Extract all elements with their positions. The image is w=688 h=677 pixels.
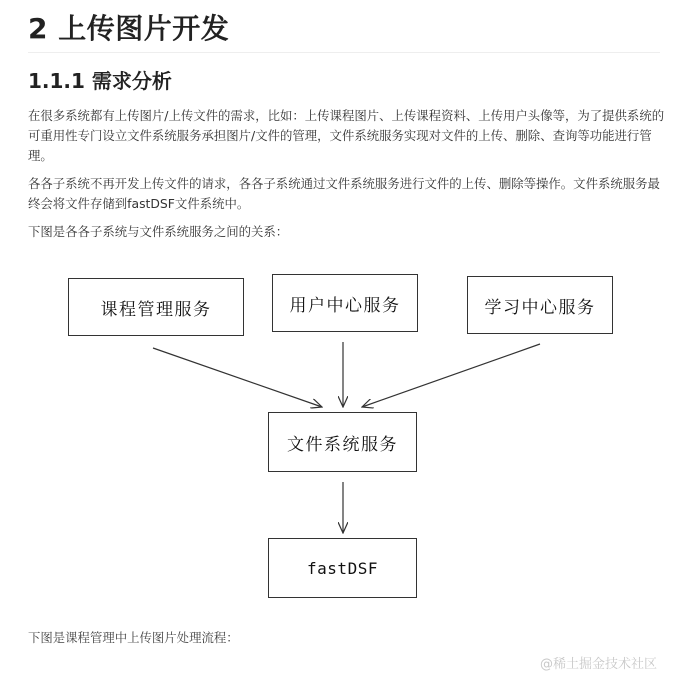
arrow-course-to-file: [153, 348, 322, 407]
node-user-center-service: 用户中心服务: [272, 274, 418, 332]
node-file-system-service: 文件系统服务: [268, 412, 417, 472]
architecture-diagram: [0, 260, 688, 620]
paragraph-requirements: 在很多系统都有上传图片/上传文件的需求，比如：上传课程图片、上传课程资料、上传用户头像等，为了提供系统的可重用性专门设立文件系统服务承担图片/文件的管理，文件系统服务实现对文件的上传、删除、查询等功能进行管理。: [28, 108, 665, 163]
paragraph-diagram-intro: 下图是各各子系统与文件系统服务之间的关系：: [28, 224, 289, 239]
paragraph-upload-flow-intro: 下图是课程管理中上传图片处理流程：: [28, 630, 239, 645]
page-heading: 2 上传图片开发: [28, 12, 230, 45]
node-fastdsf: fastDSF: [268, 538, 417, 598]
node-learning-center-service: 学习中心服务: [467, 276, 613, 334]
paragraph-subsystems: 各各子系统不再开发上传文件的请求，各各子系统通过文件系统服务进行文件的上传、删除等操作。文件系统服务最终会将文件存储到fastDSF文件系统中。: [28, 176, 660, 211]
watermark: @稀土掘金技术社区: [540, 657, 658, 672]
node-course-management-service: 课程管理服务: [68, 278, 244, 336]
arrow-learning-to-file: [362, 344, 540, 407]
heading-divider: [28, 52, 660, 53]
section-heading: 1.1.1 需求分析: [28, 69, 172, 93]
